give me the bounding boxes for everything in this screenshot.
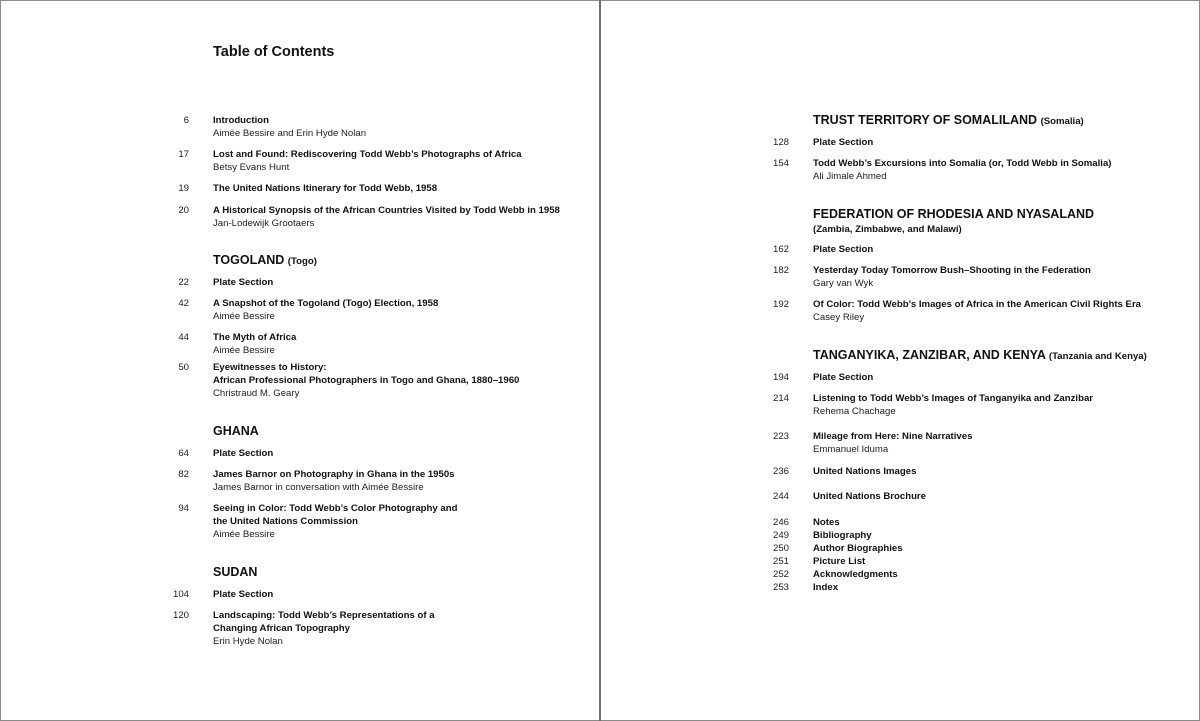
section-heading-ghana [213, 423, 259, 439]
section-heading-sub: (Tanzania and Kenya) [1048, 351, 1147, 362]
page-number: 82 [178, 469, 189, 480]
entry-author: Betsy Evans Hunt [213, 162, 290, 173]
entry-title: A Historical Synopsis of the African Countries Visited by Todd Webb in 1958 [213, 205, 560, 216]
page-number: 194 [772, 372, 789, 383]
section-heading-togoland [213, 252, 317, 270]
page-number: 246 [772, 517, 789, 528]
entry-title: Index [813, 582, 839, 593]
page-number: 64 [178, 448, 189, 459]
page-number: 192 [772, 299, 789, 310]
entry-title: Listening to Todd Webb’s Images of Tanganyika and Zanzibar [813, 393, 1094, 404]
section-heading-text: SUDAN [213, 565, 258, 579]
entry-title: Of Color: Todd Webb’s Images of Africa in the American Civil Rights Era [813, 299, 1142, 310]
entry-author: Aimée Bessire [213, 529, 275, 540]
entry-title: United Nations Brochure [813, 491, 927, 502]
section-heading-sudan [213, 564, 257, 580]
page-number: 94 [178, 503, 189, 514]
entry-title: Bibliography [813, 530, 872, 541]
section-heading-sub: (Togo) [287, 256, 317, 267]
page-number: 20 [178, 205, 189, 216]
page-number: 214 [772, 393, 789, 404]
entry-title: Introduction [213, 115, 269, 126]
entry-author: Erin Hyde Nolan [213, 636, 283, 647]
entry-title: United Nations Images [813, 466, 917, 477]
entry-title: Yesterday Today Tomorrow Bush–Shooting in the Federation [813, 265, 1091, 276]
entry-author: Gary van Wyk [813, 278, 874, 289]
entry-author: James Barnor in conversation with Aimée Bessire [213, 482, 424, 493]
page-title: Table of Contents [213, 44, 335, 60]
entry-title-line-2: African Professional Photographers in Togo and Ghana, 1880–1960 [213, 375, 520, 386]
section-heading-text: TOGOLAND [213, 253, 285, 267]
page-number: 120 [172, 610, 189, 621]
entry-title: Notes [813, 517, 840, 528]
entry-author: Jan-Lodewijk Grootaers [213, 218, 315, 229]
page-number: 162 [772, 244, 789, 255]
page-number: 154 [772, 158, 789, 169]
entry-title: A Snapshot of the Togoland (Togo) Election, 1958 [213, 298, 439, 309]
entry-title: The United Nations Itinerary for Todd Webb, 1958 [213, 183, 438, 194]
page-number: 50 [178, 362, 189, 373]
entry-title: Plate Section [213, 277, 274, 288]
page-number: 249 [772, 530, 789, 541]
entry-title: Lost and Found: Rediscovering Todd Webb’s Photographs of Africa [213, 149, 522, 160]
section-heading-text: TRUST TERRITORY OF SOMALILAND [813, 113, 1038, 127]
section-heading-text: FEDERATION OF RHODESIA AND NYASALAND [813, 207, 1095, 221]
entry-title: Acknowledgments [813, 569, 898, 580]
page-number: 236 [772, 466, 789, 477]
entry-title: Plate Section [813, 372, 874, 383]
page-number: 253 [772, 582, 789, 593]
page-number: 182 [772, 265, 789, 276]
entry-title: Seeing in Color: Todd Webb’s Color Photography and [213, 503, 458, 514]
entry-title: Picture List [813, 556, 866, 567]
page-number: 44 [178, 332, 189, 343]
entry-author: Rehema Chachage [813, 406, 896, 417]
entry-title: Mileage from Here: Nine Narratives [813, 431, 973, 442]
section-heading-tanganyika [813, 347, 1147, 365]
section-heading-text: GHANA [213, 424, 259, 438]
entry-title: Plate Section [813, 244, 874, 255]
entry-title-line-2: Changing African Topography [213, 623, 350, 634]
page-number: 17 [178, 149, 189, 160]
entry-title: Author Biographies [813, 543, 903, 554]
section-heading-sub: (Zambia, Zimbabwe, and Malawi) [813, 224, 962, 235]
section-heading-somaliland [813, 112, 1084, 130]
entry-title: Plate Section [213, 448, 274, 459]
section-heading-sub: (Somalia) [1040, 116, 1084, 127]
page-number: 252 [772, 569, 789, 580]
page-number: 42 [178, 298, 189, 309]
section-heading-rhodesia [813, 206, 1094, 236]
page-number: 22 [178, 277, 189, 288]
entry-author: Aimée Bessire [213, 311, 275, 322]
page-number: 104 [172, 589, 189, 600]
page-number: 6 [183, 115, 189, 126]
entry-title: Todd Webb’s Excursions into Somalia (or, Todd Webb in Somalia) [813, 158, 1112, 169]
entry-author: Aimée Bessire [213, 345, 275, 356]
entry-author: Christraud M. Geary [213, 388, 300, 399]
page-number: 128 [772, 137, 789, 148]
entry-author: Aimée Bessire and Erin Hyde Nolan [213, 128, 367, 139]
entry-title-line-2: the United Nations Commission [213, 516, 358, 527]
page-number: 251 [772, 556, 789, 567]
entry-title: Eyewitnesses to History: [213, 362, 327, 373]
page-number: 223 [772, 431, 789, 442]
page-number: 244 [772, 491, 789, 502]
entry-title: Plate Section [213, 589, 274, 600]
page-number: 250 [772, 543, 789, 554]
section-heading-text: TANGANYIKA, ZANZIBAR, AND KENYA [813, 348, 1046, 362]
entry-title: James Barnor on Photography in Ghana in the 1950s [213, 469, 455, 480]
book-spine [599, 0, 601, 721]
entry-author: Emmanuel Iduma [813, 444, 889, 455]
entry-author: Casey Riley [813, 312, 865, 323]
entry-title: Landscaping: Todd Webb’s Representations of a [213, 610, 435, 621]
entry-title: The Myth of Africa [213, 332, 297, 343]
entry-author: Ali Jimale Ahmed [813, 171, 887, 182]
entry-title: Plate Section [813, 137, 874, 148]
page-number: 19 [178, 183, 189, 194]
